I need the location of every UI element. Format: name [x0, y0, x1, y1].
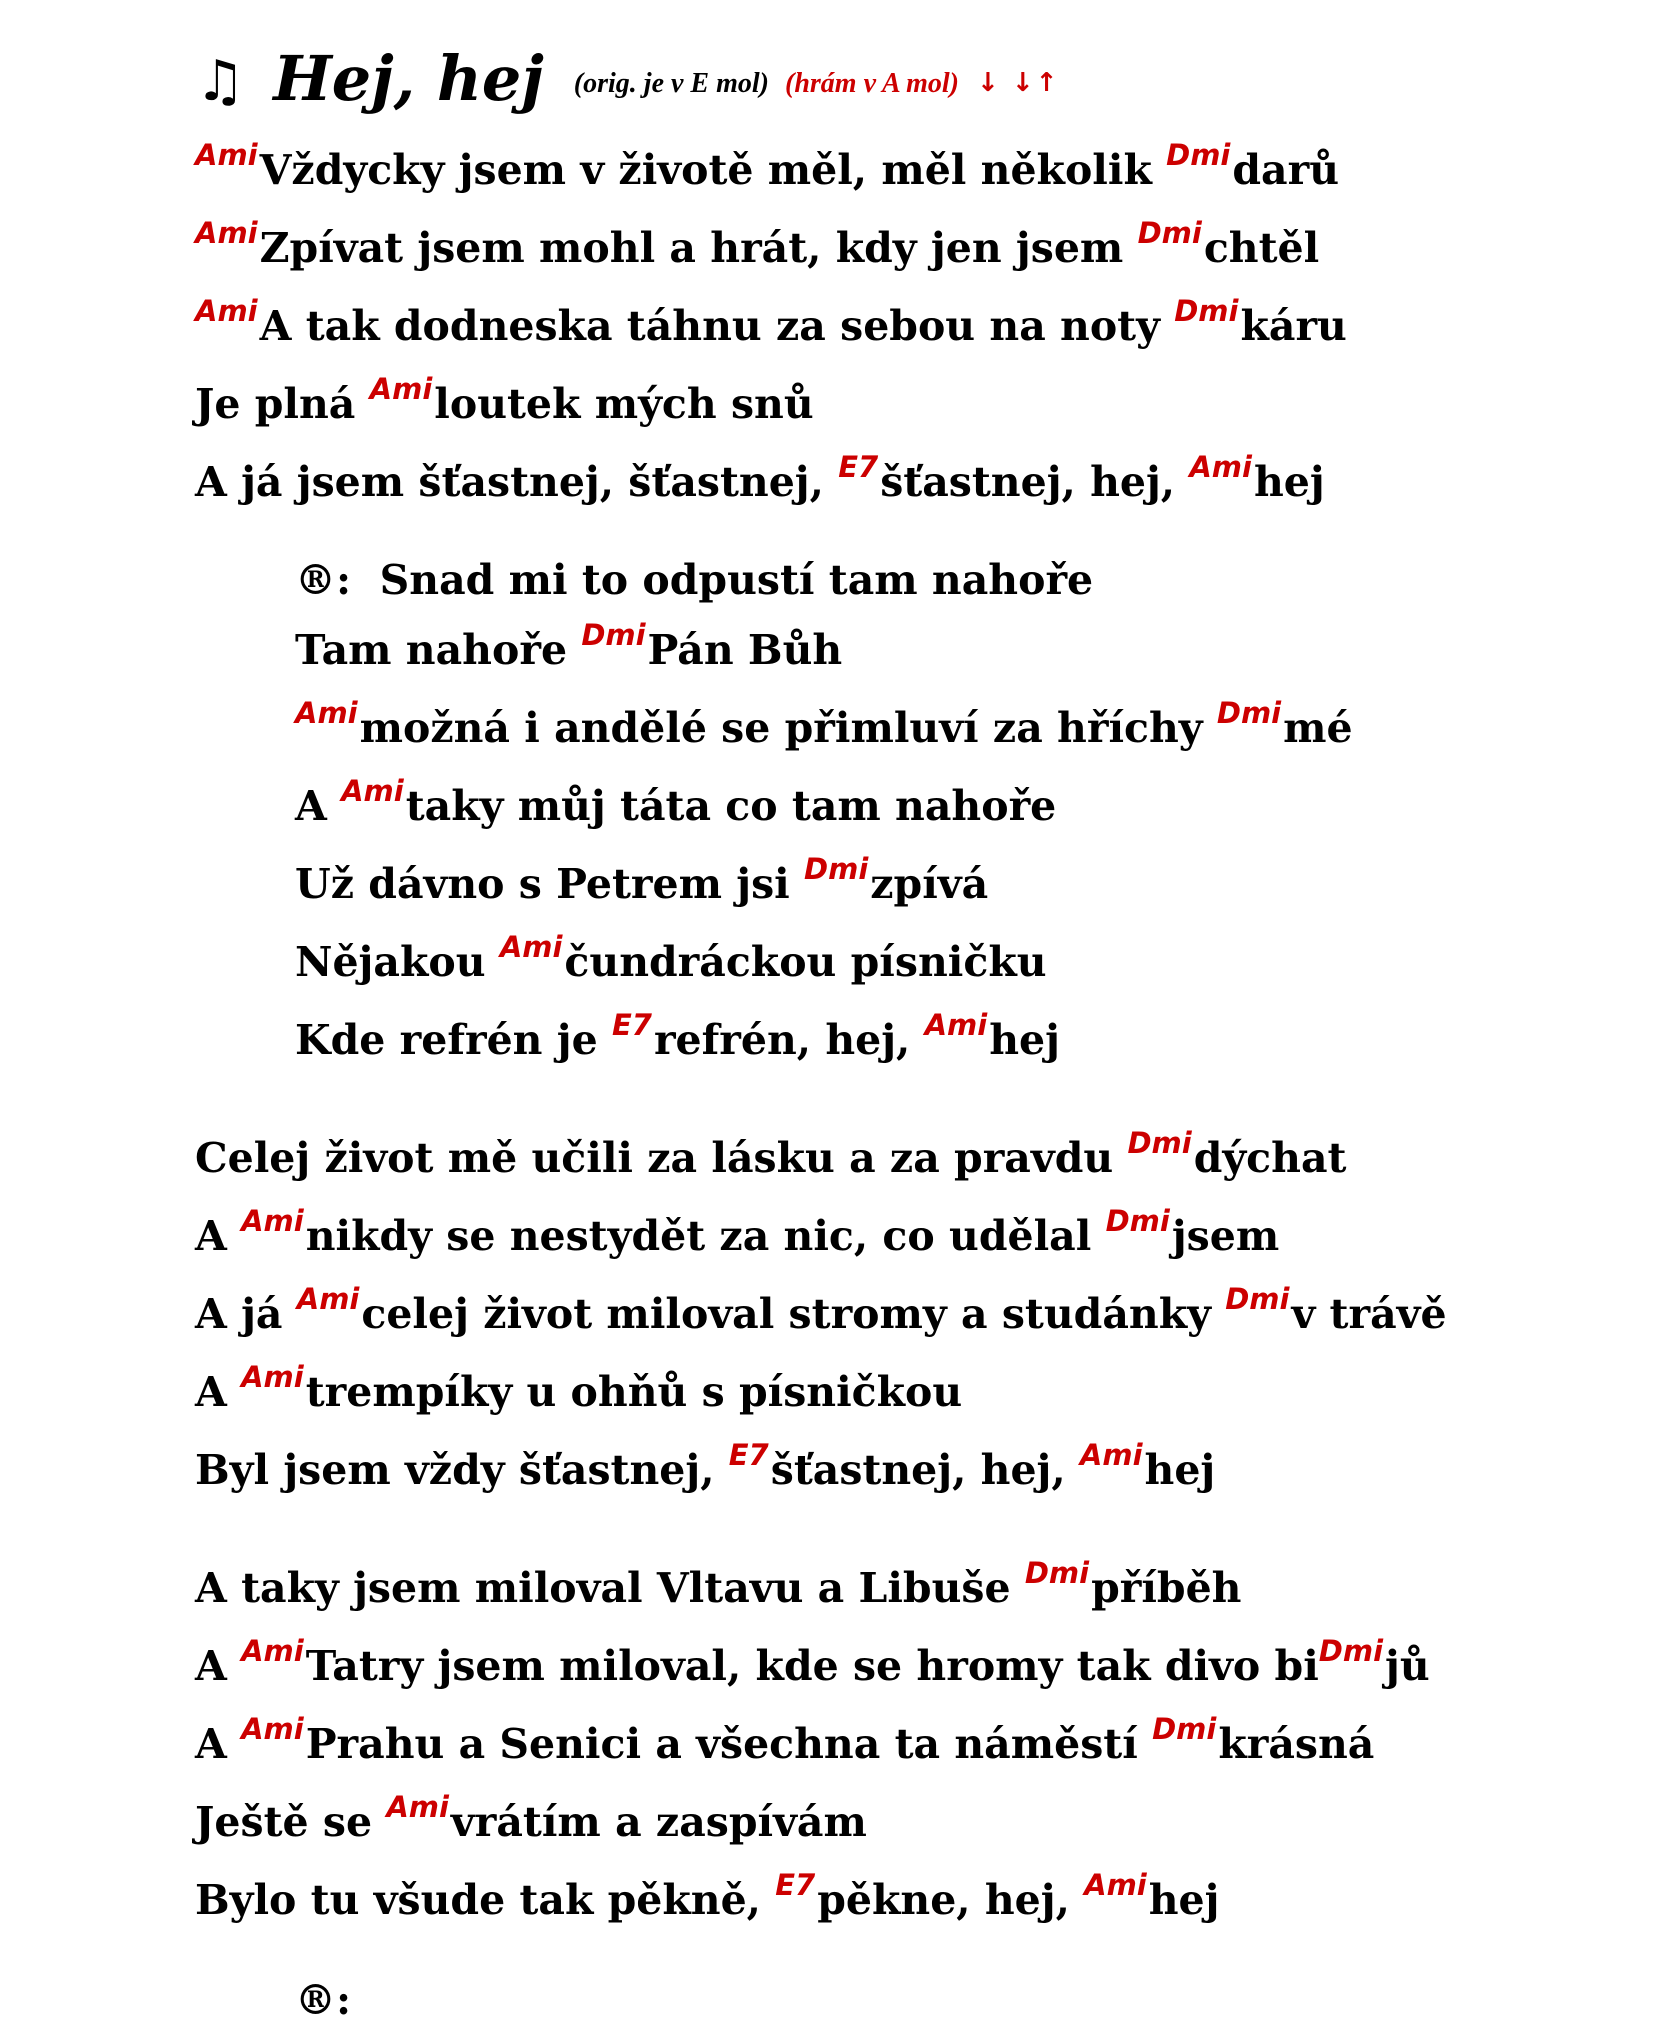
- lyric-text: šťastnej, hej,: [770, 1446, 1080, 1494]
- lyric-text: vrátím a zaspívám: [450, 1798, 867, 1846]
- lyric-text: refrén, hej,: [653, 1016, 925, 1064]
- chord-ami: Ami: [386, 1790, 449, 1824]
- verse-1-line-3: [195, 294, 1347, 350]
- lyric-text: Pán Bůh: [647, 626, 843, 674]
- song-header: [195, 20, 1060, 115]
- chorus-repeat-mark: [295, 1976, 352, 2024]
- verse-3-line-5: [195, 1868, 1220, 1924]
- chord-ami: Ami: [341, 774, 404, 808]
- chord-ami: Ami: [241, 1634, 304, 1668]
- lyric-text: mé: [1283, 704, 1353, 752]
- verse-3-line-4: [195, 1790, 867, 1846]
- chorus-line-2: [295, 618, 843, 674]
- chorus-line-5: [295, 852, 989, 908]
- chord-ami: Ami: [369, 372, 433, 406]
- original-key-note: (orig. je v E mol): [573, 68, 769, 99]
- lyric-text: Byl jsem vždy šťastnej,: [195, 1446, 729, 1494]
- lyric-text: káru: [1240, 302, 1347, 350]
- verse-2-line-5: [195, 1438, 1216, 1494]
- chord-dmi: Dmi: [1105, 1204, 1170, 1238]
- chorus-line-3: [295, 696, 1353, 752]
- lyric-text: chtěl: [1203, 224, 1320, 272]
- chord-ami: Ami: [195, 138, 258, 172]
- verse-3-line-1: [195, 1556, 1242, 1612]
- chord-e7: E7: [838, 450, 879, 484]
- lyric-text: Bylo tu všude tak pěkně,: [195, 1876, 776, 1924]
- chord-dmi: Dmi: [804, 852, 869, 886]
- verse-3-line-2: [195, 1634, 1430, 1690]
- lyric-text: Ještě se: [195, 1798, 387, 1846]
- music-note-icon: ♫: [195, 49, 246, 114]
- verse-3-line-3: [195, 1712, 1375, 1768]
- lyric-text: A: [195, 1642, 242, 1690]
- lyric-text: krásná: [1218, 1720, 1375, 1768]
- lyric-text: hej: [1253, 458, 1325, 506]
- chorus-line-6: [295, 930, 1047, 986]
- chord-ami: Ami: [1189, 450, 1252, 484]
- chorus-line-1: [295, 556, 1094, 604]
- lyric-text: šťastnej, hej,: [880, 458, 1190, 506]
- lyric-text: Tam nahoře: [295, 626, 582, 674]
- verse-2-line-3: [195, 1282, 1447, 1338]
- chord-ami: Ami: [296, 1282, 360, 1316]
- lyric-text: hej: [1148, 1876, 1220, 1924]
- chord-dmi: Dmi: [1152, 1712, 1217, 1746]
- play-key-note: (hrám v A mol): [785, 68, 959, 99]
- lyric-text: A: [195, 1212, 242, 1260]
- lyric-text: zpívá: [870, 860, 989, 908]
- verse-2-line-2: [195, 1204, 1280, 1260]
- chord-dmi: Dmi: [581, 618, 646, 652]
- lyric-text: Tatry jsem miloval, kde se hromy tak divo bi: [305, 1642, 1319, 1690]
- chord-ami: Ami: [241, 1360, 304, 1394]
- chord-ami: Ami: [195, 216, 258, 250]
- chord-ami: Ami: [1084, 1868, 1147, 1902]
- chord-ami: Ami: [1079, 1438, 1143, 1472]
- lyric-text: možná i andělé se přimluví za hříchy: [359, 704, 1217, 752]
- chord-dmi: Dmi: [1024, 1556, 1090, 1590]
- chord-ami: Ami: [499, 930, 563, 964]
- chord-ami: Ami: [195, 294, 258, 328]
- lyric-text: A já: [195, 1290, 297, 1338]
- chord-e7: E7: [728, 1438, 769, 1472]
- lyric-text: Zpívat jsem mohl a hrát, kdy jen jsem: [259, 224, 1138, 272]
- verse-1-line-4: [195, 372, 814, 428]
- chord-dmi: Dmi: [1166, 138, 1231, 172]
- lyric-text: celej život miloval stromy a studánky: [361, 1290, 1226, 1338]
- verse-1-line-5: [195, 450, 1325, 506]
- lyric-text: ®:: [295, 1976, 352, 2024]
- song-title: Hej, hej: [273, 42, 544, 115]
- chorus-line-4: [295, 774, 1057, 830]
- lyric-text: A taky jsem miloval Vltavu a Libuše: [195, 1564, 1025, 1612]
- lyric-text: A: [195, 1720, 242, 1768]
- lyric-text: A: [295, 782, 342, 830]
- lyric-text: hej: [1144, 1446, 1216, 1494]
- verse-2-line-4: [195, 1360, 963, 1416]
- transpose-arrows-icon: ↓ ↓↑: [976, 68, 1060, 98]
- chord-e7: E7: [611, 1008, 652, 1042]
- lyric-text: v trávě: [1291, 1290, 1447, 1338]
- lyric-text: A já jsem šťastnej, šťastnej,: [195, 458, 839, 506]
- chord-ami: Ami: [295, 696, 358, 730]
- lyric-text: darů: [1232, 146, 1340, 194]
- lyric-text: Prahu a Senici a všechna ta náměstí: [305, 1720, 1153, 1768]
- chord-ami: Ami: [241, 1204, 304, 1238]
- chorus-line-7: [295, 1008, 1060, 1064]
- lyric-text: Kde refrén je: [295, 1016, 612, 1064]
- lyric-text: Celej život mě učili za lásku a za pravdu: [195, 1134, 1128, 1182]
- lyric-text: taky můj táta co tam nahoře: [405, 782, 1057, 830]
- lyric-text: Nějakou: [295, 938, 500, 986]
- lyric-text: jů: [1385, 1642, 1430, 1690]
- lyric-text: příběh: [1091, 1564, 1242, 1612]
- lyric-text: A: [195, 1368, 242, 1416]
- chord-dmi: Dmi: [1225, 1282, 1290, 1316]
- lyric-text: čundráckou písničku: [564, 938, 1047, 986]
- lyric-text: loutek mých snů: [434, 380, 814, 428]
- lyric-text: nikdy se nestydět za nic, co udělal: [305, 1212, 1106, 1260]
- lyric-text: A tak dodneska táhnu za sebou na noty: [259, 302, 1175, 350]
- chord-dmi: Dmi: [1216, 696, 1282, 730]
- verse-1-line-1: [195, 138, 1340, 194]
- chord-ami: Ami: [241, 1712, 304, 1746]
- chord-dmi: Dmi: [1127, 1126, 1192, 1160]
- lyric-text: ®: Snad mi to odpustí tam nahoře: [295, 556, 1094, 604]
- lyric-text: Vždycky jsem v životě měl, měl několik: [259, 146, 1167, 194]
- verse-2-line-1: [195, 1126, 1347, 1182]
- chord-dmi: Dmi: [1174, 294, 1239, 328]
- chord-ami: Ami: [924, 1008, 988, 1042]
- lyric-text: pěkne, hej,: [817, 1876, 1085, 1924]
- lyric-text: dýchat: [1193, 1134, 1347, 1182]
- lyric-text: jsem: [1171, 1212, 1280, 1260]
- chord-dmi: Dmi: [1318, 1634, 1384, 1668]
- verse-1-line-2: [195, 216, 1320, 272]
- lyric-text: Už dávno s Petrem jsi: [295, 860, 805, 908]
- lyric-text: trempíky u ohňů s písničkou: [305, 1368, 963, 1416]
- lyric-text: Je plná: [195, 380, 370, 428]
- chord-dmi: Dmi: [1137, 216, 1202, 250]
- lyric-text: hej: [989, 1016, 1060, 1064]
- chord-e7: E7: [775, 1868, 816, 1902]
